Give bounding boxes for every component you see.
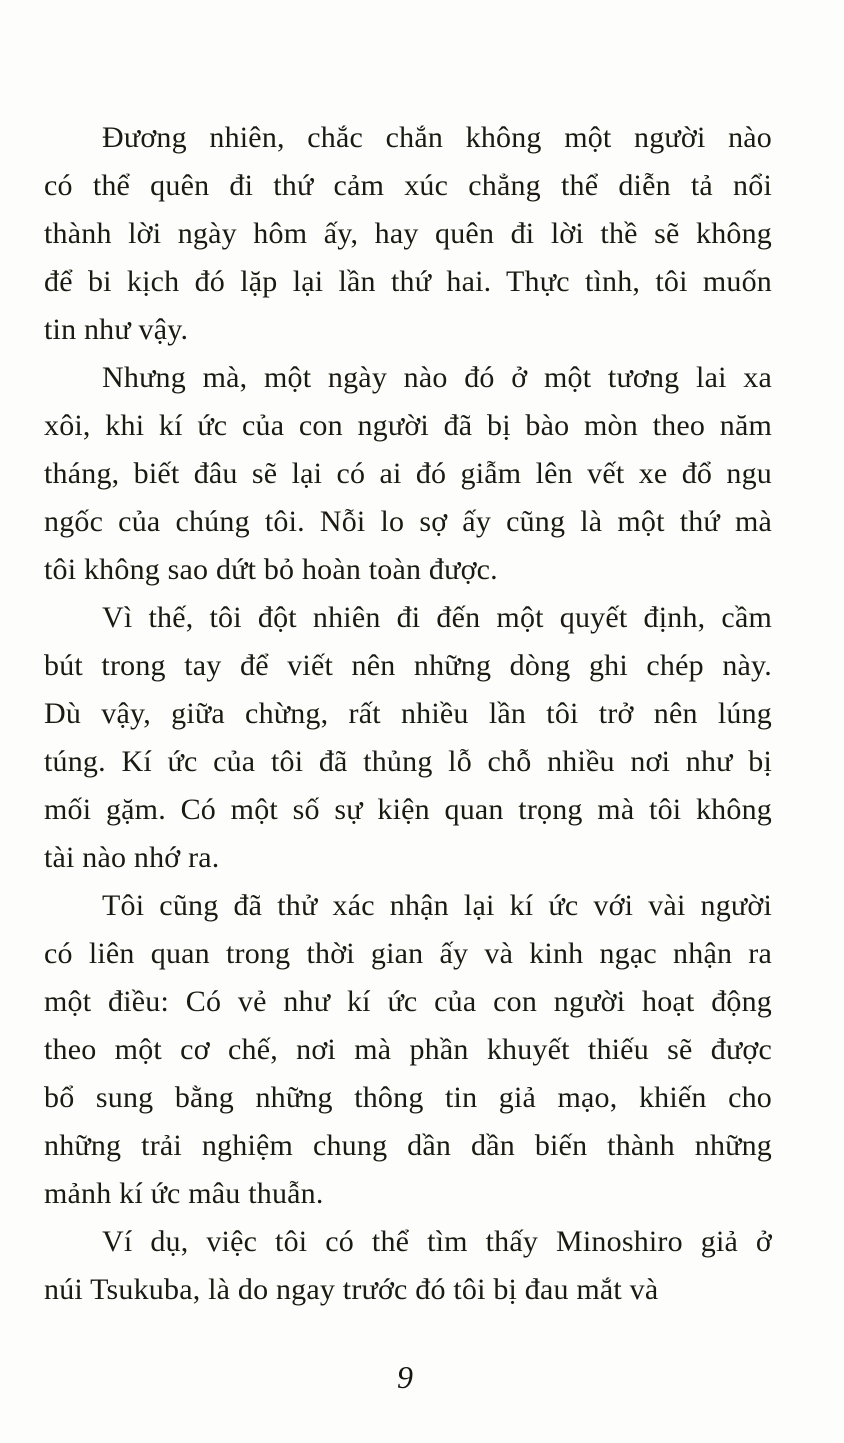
paragraph-line: có thể quên đi thứ cảm xúc chẳng thể diễn tả nổi <box>44 169 772 202</box>
paragraph-line: Nhưng mà, một ngày nào đó ở một tương lai xa <box>102 361 772 394</box>
paragraph-line: ngốc của chúng tôi. Nỗi lo sợ ấy cũng là một thứ mà <box>44 505 772 538</box>
paragraph-line: theo một cơ chế, nơi mà phần khuyết thiếu sẽ được <box>44 1033 772 1066</box>
page-number: 9 <box>397 1359 413 1395</box>
paragraph-line: những trải nghiệm chung dần dần biến thành những <box>44 1129 772 1162</box>
paragraph-5 <box>44 1218 772 1314</box>
paragraph-4 <box>44 882 772 1218</box>
paragraph-line: một điều: Có vẻ như kí ức của con người hoạt động <box>44 985 772 1018</box>
paragraph-line: thành lời ngày hôm ấy, hay quên đi lời thề sẽ không <box>44 217 772 250</box>
paragraph-1 <box>44 114 772 354</box>
paragraph-line: tháng, biết đâu sẽ lại có ai đó giẫm lên vết xe đổ ngu <box>44 457 772 490</box>
paragraph-3 <box>44 594 772 882</box>
paragraph-line: Vì thế, tôi đột nhiên đi đến một quyết định, cầm <box>102 601 772 634</box>
paragraph-line: Đương nhiên, chắc chắn không một người nào <box>102 121 772 154</box>
paragraph-line: tôi không sao dứt bỏ hoàn toàn được. <box>44 553 498 586</box>
paragraph-line: Ví dụ, việc tôi có thể tìm thấy Minoshiro giả ở <box>102 1225 772 1258</box>
paragraph-line: để bi kịch đó lặp lại lần thứ hai. Thực tình, tôi muốn <box>44 265 772 298</box>
paragraph-line: Dù vậy, giữa chừng, rất nhiều lần tôi trở nên lúng <box>44 697 772 730</box>
paragraph-line: bút trong tay để viết nên những dòng ghi chép này. <box>44 649 772 682</box>
paragraph-2 <box>44 354 772 594</box>
paragraph-line: mảnh kí ức mâu thuẫn. <box>44 1177 324 1210</box>
paragraph-line: tin như vậy. <box>44 313 189 346</box>
paragraph-line: Tôi cũng đã thử xác nhận lại kí ức với vài người <box>102 889 772 922</box>
paragraph-line: bổ sung bằng những thông tin giả mạo, khiến cho <box>44 1081 772 1114</box>
paragraph-line: tài nào nhớ ra. <box>44 841 220 874</box>
text-block <box>44 114 772 1314</box>
paragraph-line: núi Tsukuba, là do ngay trước đó tôi bị đau mắt và <box>44 1273 659 1306</box>
paragraph-line: xôi, khi kí ức của con người đã bị bào mòn theo năm <box>44 409 772 442</box>
paragraph-line: mối gặm. Có một số sự kiện quan trọng mà tôi không <box>44 793 772 826</box>
paragraph-line: túng. Kí ức của tôi đã thủng lỗ chỗ nhiều nơi như bị <box>44 745 772 778</box>
paragraph-line: có liên quan trong thời gian ấy và kinh ngạc nhận ra <box>44 937 772 970</box>
